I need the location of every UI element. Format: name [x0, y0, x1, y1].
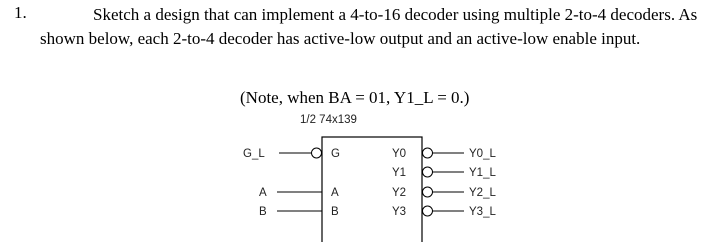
y0-pin-label: Y0 [392, 148, 407, 160]
y2-bubble [423, 187, 433, 197]
chip-label: 1/2 74x139 [300, 114, 357, 126]
enable-bubble [312, 148, 322, 158]
y3-signal-label: Y3_L [469, 206, 496, 218]
question-number: 1. [14, 3, 27, 22]
a-signal-label: A [259, 187, 267, 199]
enable-signal-label: G_L [243, 148, 265, 160]
question-note: (Note, when BA = 01, Y1_L = 0.) [240, 88, 470, 107]
y2-signal-label: Y2_L [469, 187, 496, 199]
y3-pin-label: Y3 [392, 206, 407, 218]
y1-bubble [423, 167, 433, 177]
enable-pin-label: G [331, 148, 340, 160]
y0-bubble [423, 148, 433, 158]
y0-signal-label: Y0_L [469, 148, 496, 160]
a-pin-label: A [331, 187, 339, 199]
y2-pin-label: Y2 [392, 187, 407, 199]
y1-pin-label: Y1 [392, 167, 407, 179]
b-signal-label: B [259, 206, 267, 218]
question-text: Sketch a design that can implement a 4-to-16 decoder using multiple 2-to-4 decoders. As shown below, each 2-to-4 decoder has active-low output and an active-low enable input. [40, 5, 698, 48]
y1-signal-label: Y1_L [469, 167, 496, 179]
b-pin-label: B [331, 206, 339, 218]
y3-bubble [423, 206, 433, 216]
